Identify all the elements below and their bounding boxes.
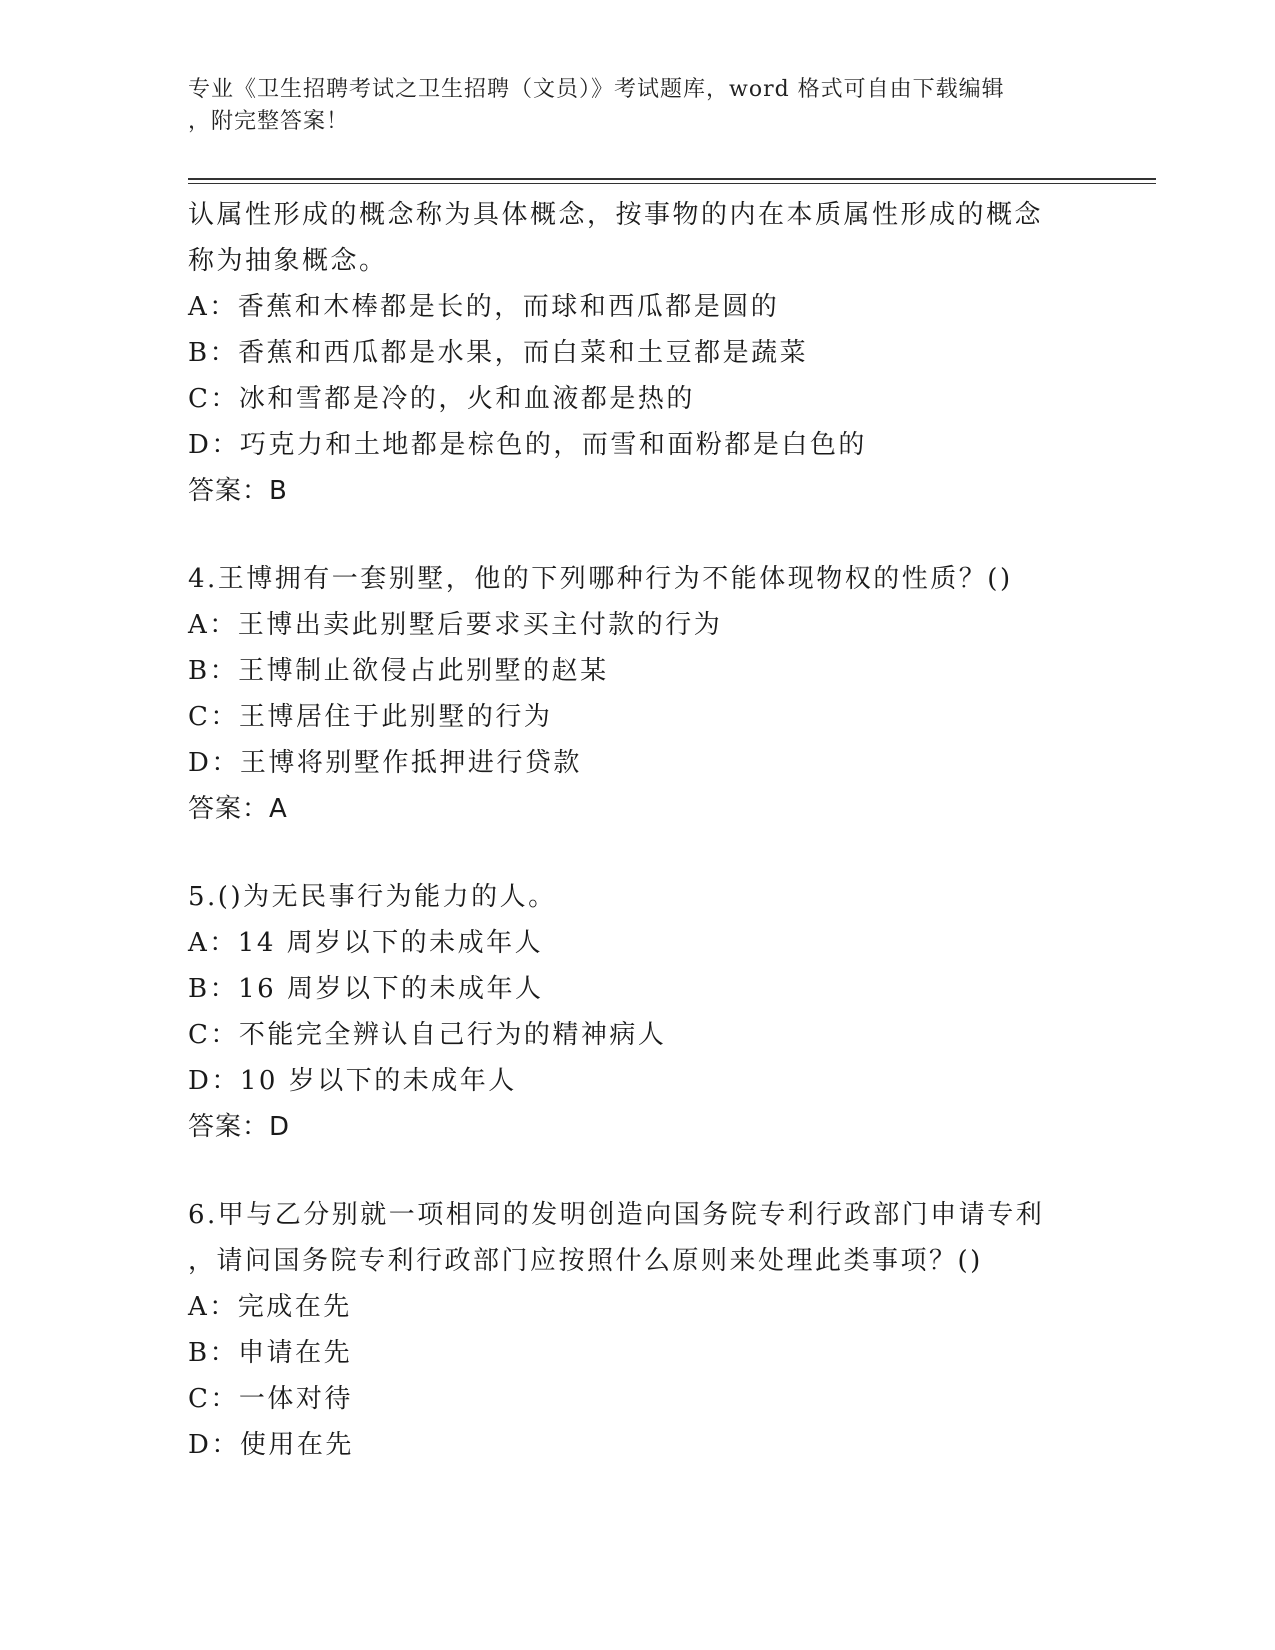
spacer: [188, 1150, 1088, 1192]
question-6-option-c: C：一体对待: [188, 1384, 353, 1414]
question-6-option-a: A：完成在先: [188, 1292, 352, 1322]
document-header: [188, 74, 1068, 138]
question-3-option-d: D：巧克力和土地都是棕色的，而雪和面粉都是白色的: [188, 430, 867, 460]
question-6-stem-1: 6.甲与乙分别就一项相同的发明创造向国务院专利行政部门申请专利: [188, 1200, 1045, 1230]
question-5-option-c: C：不能完全辨认自己行为的精神病人: [188, 1020, 667, 1050]
header-divider-thick: [188, 178, 1156, 180]
question-5-answer: 答案：D: [188, 1112, 291, 1142]
question-3-option-c: C：冰和雪都是冷的，火和血液都是热的: [188, 384, 695, 414]
spacer: [188, 832, 1088, 874]
header-divider-thin: [188, 183, 1156, 184]
question-4-option-a: A：王博出卖此别墅后要求买主付款的行为: [188, 610, 723, 640]
question-4-option-c: C：王博居住于此别墅的行为: [188, 702, 553, 732]
question-3-option-a: A：香蕉和木棒都是长的，而球和西瓜都是圆的: [188, 292, 780, 322]
header-line-1: 专业《卫生招聘考试之卫生招聘（文员）》考试题库，word 格式可自由下载编辑: [188, 77, 1005, 102]
question-6-option-b: B：申请在先: [188, 1338, 353, 1368]
question-4-answer: 答案：A: [188, 794, 288, 824]
question-5-option-b: B：16 周岁以下的未成年人: [188, 974, 544, 1004]
question-4-stem: 4.王博拥有一套别墅，他的下列哪种行为不能体现物权的性质？(): [188, 564, 1013, 594]
question-5-stem: 5.()为无民事行为能力的人。: [188, 882, 557, 912]
question-6-option-d: D：使用在先: [188, 1430, 354, 1460]
question-3-answer: 答案：B: [188, 476, 288, 506]
question-5: [188, 874, 1088, 1150]
question-3-option-b: B：香蕉和西瓜都是水果，而白菜和土豆都是蔬菜: [188, 338, 809, 368]
question-4: [188, 556, 1088, 832]
question-5-option-d: D：10 岁以下的未成年人: [188, 1066, 517, 1096]
question-3-continuation-1: 认属性形成的概念称为具体概念，按事物的内在本质属性形成的概念: [188, 200, 1044, 230]
question-3: [188, 192, 1088, 514]
header-line-2: ，附完整答案！: [188, 109, 350, 134]
spacer: [188, 514, 1088, 556]
question-3-continuation-2: 称为抽象概念。: [188, 246, 388, 276]
question-6: [188, 1192, 1088, 1468]
question-4-option-b: B：王博制止欲侵占此别墅的赵某: [188, 656, 609, 686]
question-5-option-a: A：14 周岁以下的未成年人: [188, 928, 544, 958]
question-4-option-d: D：王博将别墅作抵押进行贷款: [188, 748, 582, 778]
question-list: [188, 192, 1088, 1468]
question-6-stem-2: ，请问国务院专利行政部门应按照什么原则来处理此类事项？(): [188, 1246, 983, 1276]
